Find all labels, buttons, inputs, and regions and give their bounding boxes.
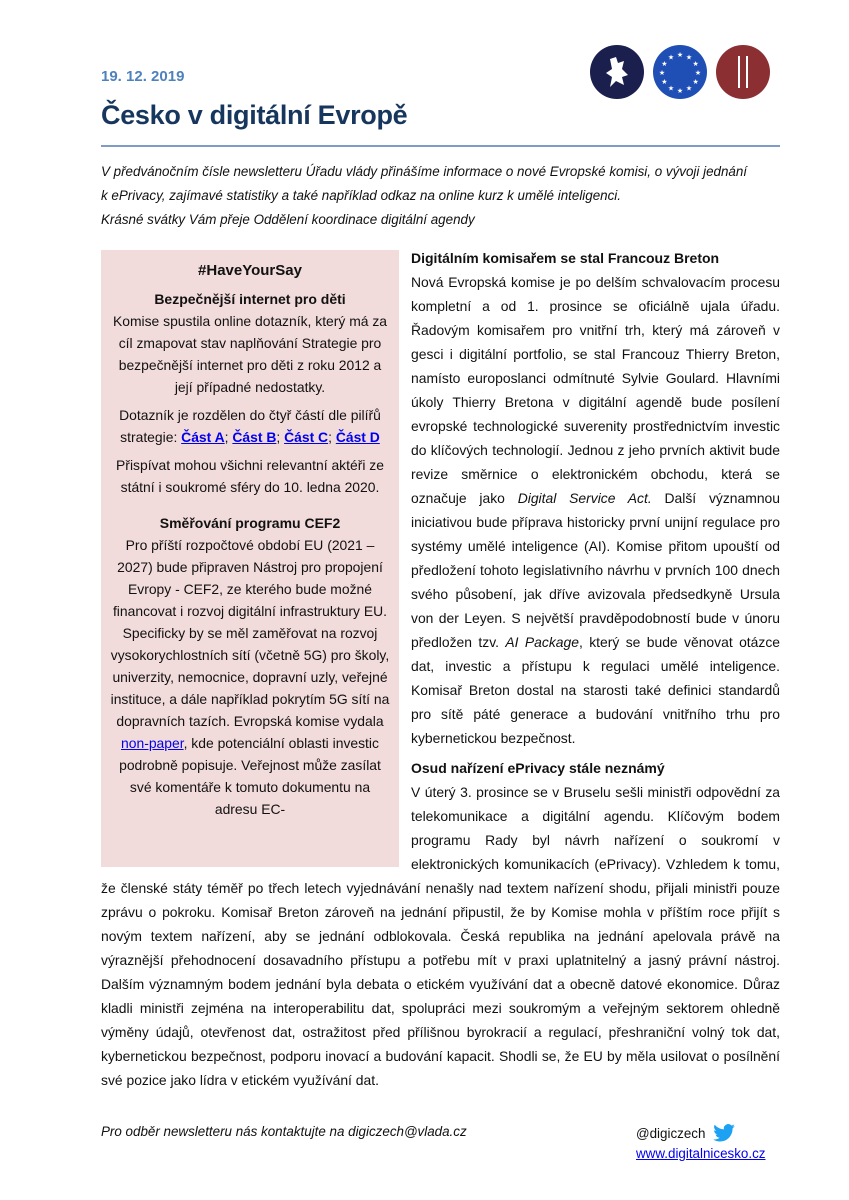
text: Další významnou iniciativou bude příprava historicky první unijní regulace pro systémy umělé inteligence (AI). Komise přitom upouští od předložení tohoto legislativního návrhu v prvních 100 dnech svého působení, jak dříve avizovala předsedkyně Ursula von der Leyen. S největší pravděpodobností bude v únoru předložen tzv. [411, 490, 780, 650]
text: Dotazník je rozdělen do čtyř částí dle pilířů strategie: [119, 407, 381, 445]
link-cast-d[interactable]: Část D [335, 429, 380, 445]
article-title: Digitálním komisařem se stal Francouz Breton [411, 250, 720, 266]
article-title: Osud nařízení ePrivacy stále neznámý [411, 760, 665, 776]
eu-star-icon: ★ [685, 85, 693, 93]
issue-date: 19. 12. 2019 [101, 68, 185, 85]
sidebar-section-title: Bezpečnější internet pro děti [154, 291, 346, 307]
eu-star-icon: ★ [676, 88, 684, 95]
sidebar-section-title: Směřování programu CEF2 [159, 515, 341, 531]
eu-star-icon: ★ [661, 61, 668, 68]
twitter-bird-icon [713, 1124, 735, 1142]
link-cast-c[interactable]: Část C [284, 429, 329, 445]
eu-star-icon: ★ [685, 54, 693, 62]
intro-line: Krásné svátky Vám přeje Oddělení koordinace digitální agendy [101, 212, 475, 227]
header-divider [101, 145, 780, 147]
eu-star-icon: ★ [667, 54, 675, 62]
footer-twitter[interactable] [636, 1124, 735, 1142]
sidebar-paragraph: Komise spustila online dotazník, který má za cíl zmapovat stav naplňování Strategie pro bezpečnější internet pro děti z roku 2012 a její případné nedostatky. [112, 313, 388, 395]
text: Nová Evropská komise je po delším schvalovacím procesu kompletní a od 1. prosince se oficiálně ujala úřadu. Řadovým komisařem pro vnitřní trh, který má zároveň v gesci i digitální portfolio, se stal Francouz Thierry Breton, namísto europoslanci odmítnuté Sylvie Goulard. Hlavními úkoly Thierry Bretona v digitální agendě bude posílení evropské technologické suverenity prostřednictvím investic do klíčových technologií. Jednou z jeho prvních aktivit bude revize směrnice o elektronickém obchodu, která se označuje jako [411, 274, 780, 506]
sidebar-heading: #HaveYourSay [198, 262, 302, 279]
eu-star-icon: ★ [692, 61, 699, 68]
eu-star-icon: ★ [658, 70, 666, 77]
text: , kde potenciální oblasti investic podrobně popisuje. Veřejnost může zasílat své komentáře k tomuto dokumentu na adresu EC- [119, 735, 381, 817]
eu-star-icon: ★ [661, 79, 668, 86]
sidebar-paragraph: Přispívat mohou všichni relevantní aktéři ze státní i soukromé sféry do 10. ledna 2020. [116, 457, 384, 495]
link-cast-a[interactable]: Část A [181, 429, 225, 445]
page-title: Česko v digitální Evropě [101, 100, 408, 130]
czech-lion-logo-icon [590, 45, 644, 99]
sidebar-paragraph: Dotazník je rozdělen do čtyř částí dle pilířů strategie: Část A; Část B; Část C; Část D [119, 407, 381, 445]
text: , který se bude věnovat otázce dat, investic a přístupu k regulaci umělé inteligence. Komisař Breton dostal na starosti také definici standardů pro sítě páté generace a budování vnitřního trhu pro kybernetickou bezpečnost. [411, 634, 781, 746]
website-link[interactable]: www.digitalnicesko.cz [636, 1146, 766, 1161]
logos [590, 45, 770, 99]
intro-text [101, 160, 791, 232]
footer-contact: Pro odběr newsletteru nás kontaktujte na digiczech@vlada.cz [101, 1124, 467, 1139]
link-cast-b[interactable]: Část B [232, 429, 277, 445]
text: AI Package [505, 634, 579, 650]
office-logo-icon [716, 45, 770, 99]
eu-star-icon: ★ [692, 79, 699, 86]
eu-star-icon: ★ [676, 52, 684, 59]
text: Digital Service Act. [517, 490, 652, 506]
article-paragraph: V úterý 3. prosince se v Bruselu sešli ministři odpovědní za telekomunikace a digitální agendu. Klíčovým bodem programu Rady byl návrh nařízení o soukromí v elektronických komunikacích (ePrivacy). Vzhledem k tomu, že členské státy téměř po třech letech vyjednávání nenašly nad textem nařízení shodu, přijali ministři pouze zprávu o pokroku. Komisař Breton zároveň na jednání připustil, že by Komise mohla v příštím roce přijít s novým textem nařízení, aby se jednání odblokovala. Česká republika na jednání apelovala právě na výraznější přehodnocení dosavadního přístupu a potřebu mít v praxi uplatnitelný a jasný právní nástroj. Dalším významným bodem jednání byla debata o etickém využívání dat a obecně datové ekonomice. Důraz kladli ministři zejména na interoperabilitu dat, spolupráci mezi soukromým a veřejným sektorem ohledně výměny údajů, otevřenost dat, ostražitost před přílišnou byrokracií a regulací, přeshraniční volný tok dat, kybernetickou bezpečnost, podporu inovací a budování kapacit. Shodli se, že EU by měla usilovat o posílnění své pozice jako lídra v etickém využívání dat. [101, 784, 780, 1088]
intro-line: V předvánočním čísle newsletteru Úřadu vlády přinášíme informace o nové Evropské komisi, o vývoji jednání [101, 164, 748, 179]
eu-flag-logo-icon [653, 45, 707, 99]
eu-star-icon: ★ [694, 70, 702, 77]
eu-star-icon: ★ [667, 85, 675, 93]
sidebar-box [101, 250, 399, 867]
link-non-paper[interactable]: non-paper [121, 735, 184, 751]
twitter-handle[interactable]: @digiczech [636, 1125, 706, 1141]
footer-website[interactable] [636, 1146, 766, 1161]
intro-line: k ePrivacy, zajímavé statistiky a také například odkaz na online kurz k umělé inteligenci. [101, 188, 621, 203]
main-content [101, 246, 780, 1098]
text: Pro příští rozpočtové období EU (2021 – 2027) bude připraven Nástroj pro propojení Evropy - CEF2, ze kterého bude možné financovat i rozvoj digitální infrastruktury EU. Specificky by se měl zaměřovat na rozvoj vysokorychlostních sítí (včetně 5G) pro školy, univerzity, nemocnice, dopravní uzly, veřejné instituce, a dále například pokrytím 5G sítí na dopravních tazích. Evropská komise vydala [110, 537, 390, 729]
sidebar-paragraph [109, 534, 391, 820]
